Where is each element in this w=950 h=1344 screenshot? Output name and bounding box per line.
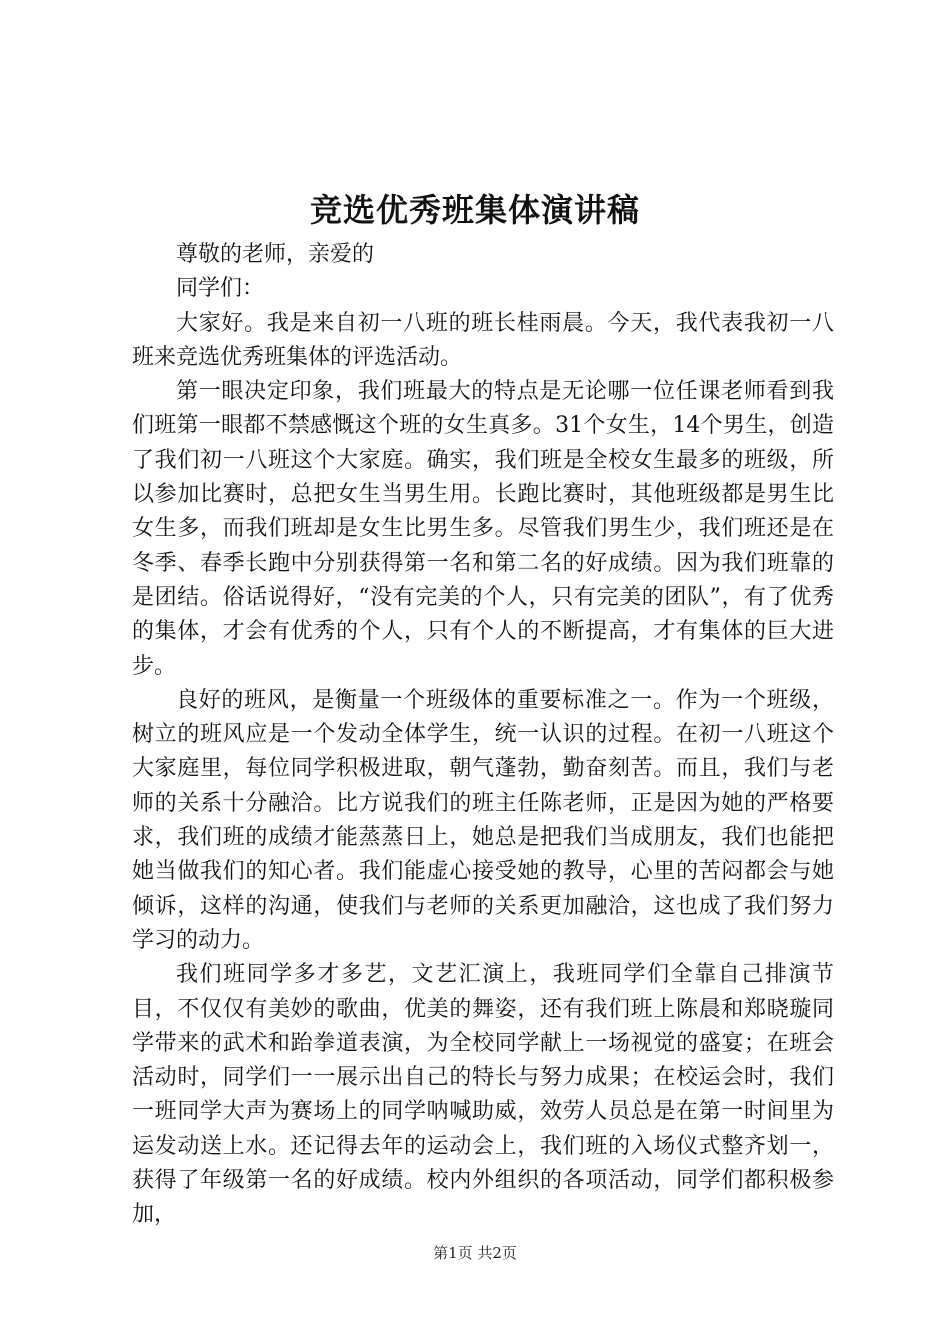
salutation-line-2: 同学们： xyxy=(176,276,265,302)
paragraph-2: 第一眼决定印象，我们班最大的特点是无论哪一位任课老师看到我们班第一眼都不禁感慨这个班的女生真多。31个女生，14个男生，创造了我们初一八班这个大家庭。确实，我们班是全校女生最多的班级，所以参加比赛时，总把女生当男生用。长跑比赛时，其他班级都是男生比女生多，而我们班却是女生比男生多。尽管我们男生少，我们班还是在冬季、春季长跑中分别获得第一名和第二名的好成绩。因为我们班靠的是团结。俗话说得好，“没有完美的个人，只有完美的团队”，有了优秀的集体，才会有优秀的个人，只有个人的不断提高，才有集体的巨大进步。 xyxy=(132,379,834,679)
paragraph-3: 良好的班风，是衡量一个班级体的重要标准之一。作为一个班级，树立的班风应是一个发动全体学生，统一认识的过程。在初一八班这个大家庭里，每位同学积极进取，朝气蓬勃，勤奋刻苦。而且，我们与老师的关系十分融洽。比方说我们的班主任陈老师，正是因为她的严格要求，我们班的成绩才能蒸蒸日上，她总是把我们当成朋友，我们也能把她当做我们的知心者。我们能虚心接受她的教导，心里的苦闷都会与她倾诉，这样的沟通，使我们与老师的关系更加融洽，这也成了我们努力学习的动力。 xyxy=(132,687,834,953)
paragraph-4: 我们班同学多才多艺，文艺汇演上，我班同学们全靠自己排演节目，不仅仅有美妙的歌曲，优美的舞姿，还有我们班上陈晨和郑晓璇同学带来的武术和跆拳道表演，为全校同学献上一场视觉的盛宴；在班会活动时，同学们一一展示出自己的特长与努力成果；在校运会时，我们一班同学大声为赛场上的同学呐喊助威，效劳人员总是在第一时间里为运发动送上水。还记得去年的运动会上，我们班的入场仪式整齐划一，获得了年级第一名的好成绩。校内外组织的各项活动，同学们都积极参加， xyxy=(132,962,834,1228)
paragraph-1: 大家好。我是来自初一八班的班长桂雨晨。今天，我代表我初一八班来竞选优秀班集体的评选活动。 xyxy=(132,310,834,370)
document-title: 竞选优秀班集体演讲稿 xyxy=(309,191,640,229)
document-body xyxy=(132,238,834,1233)
salutation-line-1: 尊敬的老师，亲爱的 xyxy=(176,242,375,267)
page-footer: 第1页 共2页 xyxy=(433,1244,517,1262)
